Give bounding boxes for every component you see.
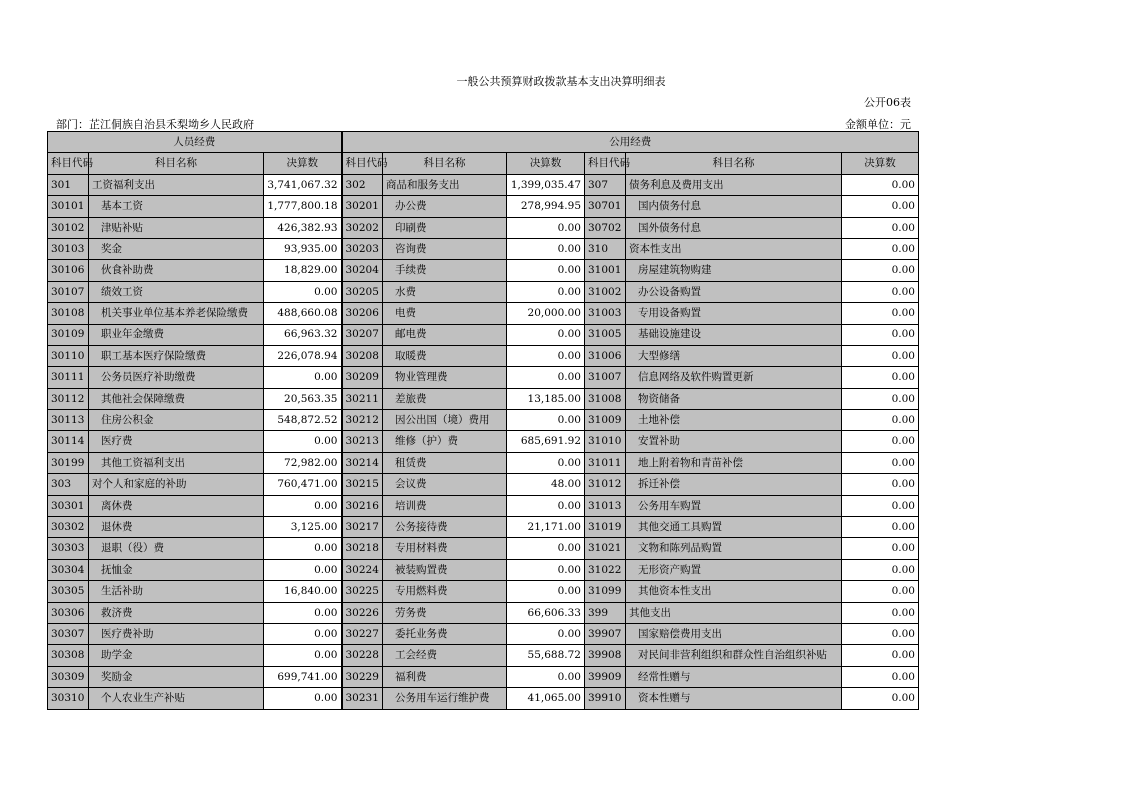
amount-cell: 0.00 bbox=[507, 495, 585, 516]
subject-code-cell: 30217 bbox=[342, 517, 383, 538]
subject-code-cell: 30203 bbox=[342, 238, 383, 259]
col-header-name: 科目名称 bbox=[626, 153, 842, 174]
subject-code-cell: 30303 bbox=[48, 538, 89, 559]
subject-code-cell: 31099 bbox=[585, 581, 626, 602]
col-header-amount: 决算数 bbox=[264, 153, 342, 174]
subject-name-cell: 基础设施建设 bbox=[626, 324, 842, 345]
subject-code-cell: 31003 bbox=[585, 303, 626, 324]
subject-name-cell: 电费 bbox=[383, 303, 507, 324]
table-row bbox=[48, 623, 919, 644]
subject-code-cell: 30214 bbox=[342, 452, 383, 473]
subject-name-cell: 物资储备 bbox=[626, 388, 842, 409]
table-row bbox=[48, 303, 919, 324]
amount-cell: 1,399,035.47 bbox=[507, 174, 585, 195]
subject-code-cell: 30101 bbox=[48, 196, 89, 217]
amount-cell: 278,994.95 bbox=[507, 196, 585, 217]
subject-code-cell: 31013 bbox=[585, 495, 626, 516]
amount-cell: 548,872.52 bbox=[264, 410, 342, 431]
subject-name-cell: 基本工资 bbox=[89, 196, 264, 217]
department-label: 部门：芷江侗族自治县禾梨坳乡人民政府 bbox=[56, 118, 254, 131]
column-header-row bbox=[48, 153, 919, 174]
amount-cell: 1,777,800.18 bbox=[264, 196, 342, 217]
subject-name-cell: 因公出国（境）费用 bbox=[383, 410, 507, 431]
subject-code-cell: 30199 bbox=[48, 452, 89, 473]
subject-name-cell: 奖金 bbox=[89, 238, 264, 259]
amount-cell: 0.00 bbox=[264, 367, 342, 388]
table-row bbox=[48, 260, 919, 281]
subject-code-cell: 31007 bbox=[585, 367, 626, 388]
amount-cell: 0.00 bbox=[842, 410, 919, 431]
group-header-row bbox=[48, 132, 919, 153]
subject-name-cell: 国外债务付息 bbox=[626, 217, 842, 238]
amount-cell: 0.00 bbox=[264, 602, 342, 623]
amount-cell: 0.00 bbox=[842, 517, 919, 538]
amount-cell: 0.00 bbox=[842, 495, 919, 516]
amount-cell: 0.00 bbox=[842, 367, 919, 388]
subject-name-cell: 退休费 bbox=[89, 517, 264, 538]
amount-cell: 3,125.00 bbox=[264, 517, 342, 538]
amount-cell: 0.00 bbox=[507, 345, 585, 366]
subject-name-cell: 生活补助 bbox=[89, 581, 264, 602]
subject-code-cell: 30110 bbox=[48, 345, 89, 366]
subject-code-cell: 30212 bbox=[342, 410, 383, 431]
expenditure-table bbox=[47, 131, 919, 710]
subject-name-cell: 经常性赠与 bbox=[626, 666, 842, 687]
subject-name-cell: 维修（护）费 bbox=[383, 431, 507, 452]
group-header-personnel: 人员经费 bbox=[48, 132, 342, 153]
subject-name-cell: 大型修缮 bbox=[626, 345, 842, 366]
table-row bbox=[48, 452, 919, 473]
amount-cell: 0.00 bbox=[842, 260, 919, 281]
amount-cell: 93,935.00 bbox=[264, 238, 342, 259]
table-row bbox=[48, 345, 919, 366]
amount-cell: 0.00 bbox=[264, 431, 342, 452]
amount-cell: 0.00 bbox=[842, 623, 919, 644]
amount-cell: 426,382.93 bbox=[264, 217, 342, 238]
subject-name-cell: 资本性支出 bbox=[626, 238, 842, 259]
amount-cell: 0.00 bbox=[264, 495, 342, 516]
subject-code-cell: 30114 bbox=[48, 431, 89, 452]
subject-name-cell: 国家赔偿费用支出 bbox=[626, 623, 842, 644]
amount-cell: 0.00 bbox=[842, 174, 919, 195]
subject-name-cell: 邮电费 bbox=[383, 324, 507, 345]
subject-name-cell: 委托业务费 bbox=[383, 623, 507, 644]
subject-code-cell: 30213 bbox=[342, 431, 383, 452]
amount-cell: 0.00 bbox=[507, 410, 585, 431]
table-row bbox=[48, 538, 919, 559]
amount-cell: 0.00 bbox=[264, 559, 342, 580]
subject-code-cell: 30204 bbox=[342, 260, 383, 281]
subject-code-cell: 30308 bbox=[48, 645, 89, 666]
amount-cell: 0.00 bbox=[842, 303, 919, 324]
amount-cell: 55,688.72 bbox=[507, 645, 585, 666]
table-row bbox=[48, 174, 919, 195]
subject-name-cell: 培训费 bbox=[383, 495, 507, 516]
subject-code-cell: 30107 bbox=[48, 281, 89, 302]
subject-name-cell: 会议费 bbox=[383, 474, 507, 495]
subject-name-cell: 奖励金 bbox=[89, 666, 264, 687]
subject-code-cell: 303 bbox=[48, 474, 89, 495]
subject-code-cell: 30109 bbox=[48, 324, 89, 345]
amount-cell: 0.00 bbox=[507, 559, 585, 580]
subject-name-cell: 公务用车购置 bbox=[626, 495, 842, 516]
table-row bbox=[48, 495, 919, 516]
amount-cell: 0.00 bbox=[264, 623, 342, 644]
subject-code-cell: 30111 bbox=[48, 367, 89, 388]
amount-cell: 0.00 bbox=[507, 538, 585, 559]
subject-code-cell: 310 bbox=[585, 238, 626, 259]
subject-name-cell: 其他资本性支出 bbox=[626, 581, 842, 602]
amount-cell: 0.00 bbox=[842, 688, 919, 709]
report-title: 一般公共预算财政拨款基本支出决算明细表 bbox=[456, 75, 666, 88]
amount-cell: 0.00 bbox=[507, 238, 585, 259]
subject-code-cell: 39907 bbox=[585, 623, 626, 644]
subject-code-cell: 30307 bbox=[48, 623, 89, 644]
table-row bbox=[48, 388, 919, 409]
subject-name-cell: 专用设备购置 bbox=[626, 303, 842, 324]
subject-code-cell: 30231 bbox=[342, 688, 383, 709]
subject-name-cell: 拆迁补偿 bbox=[626, 474, 842, 495]
amount-cell: 0.00 bbox=[842, 645, 919, 666]
amount-cell: 0.00 bbox=[842, 559, 919, 580]
subject-code-cell: 31010 bbox=[585, 431, 626, 452]
amount-cell: 760,471.00 bbox=[264, 474, 342, 495]
subject-code-cell: 30702 bbox=[585, 217, 626, 238]
amount-cell: 0.00 bbox=[264, 688, 342, 709]
subject-name-cell: 个人农业生产补贴 bbox=[89, 688, 264, 709]
subject-name-cell: 其他支出 bbox=[626, 602, 842, 623]
subject-code-cell: 307 bbox=[585, 174, 626, 195]
amount-cell: 0.00 bbox=[842, 452, 919, 473]
amount-cell: 0.00 bbox=[507, 260, 585, 281]
subject-name-cell: 房屋建筑物购建 bbox=[626, 260, 842, 281]
subject-code-cell: 301 bbox=[48, 174, 89, 195]
subject-name-cell: 地上附着物和青苗补偿 bbox=[626, 452, 842, 473]
col-header-amount: 决算数 bbox=[842, 153, 919, 174]
group-header-public: 公用经费 bbox=[342, 132, 919, 153]
amount-cell: 0.00 bbox=[842, 238, 919, 259]
subject-code-cell: 30305 bbox=[48, 581, 89, 602]
amount-cell: 18,829.00 bbox=[264, 260, 342, 281]
col-header-amount: 决算数 bbox=[507, 153, 585, 174]
subject-code-cell: 30227 bbox=[342, 623, 383, 644]
subject-name-cell: 公务用车运行维护费 bbox=[383, 688, 507, 709]
col-header-code: 科目代码 bbox=[48, 153, 89, 174]
subject-code-cell: 30211 bbox=[342, 388, 383, 409]
amount-cell: 0.00 bbox=[842, 474, 919, 495]
subject-code-cell: 31005 bbox=[585, 324, 626, 345]
subject-code-cell: 30306 bbox=[48, 602, 89, 623]
subject-name-cell: 其他交通工具购置 bbox=[626, 517, 842, 538]
subject-code-cell: 30205 bbox=[342, 281, 383, 302]
subject-name-cell: 物业管理费 bbox=[383, 367, 507, 388]
table-row bbox=[48, 517, 919, 538]
amount-cell: 0.00 bbox=[842, 345, 919, 366]
table-row bbox=[48, 196, 919, 217]
subject-code-cell: 31019 bbox=[585, 517, 626, 538]
subject-name-cell: 公务员医疗补助缴费 bbox=[89, 367, 264, 388]
subject-code-cell: 399 bbox=[585, 602, 626, 623]
subject-code-cell: 30304 bbox=[48, 559, 89, 580]
amount-cell: 0.00 bbox=[842, 196, 919, 217]
amount-unit-label: 金额单位：元 bbox=[845, 118, 911, 131]
subject-code-cell: 30701 bbox=[585, 196, 626, 217]
table-row bbox=[48, 559, 919, 580]
form-number: 公开06表 bbox=[864, 96, 911, 109]
subject-code-cell: 39910 bbox=[585, 688, 626, 709]
subject-name-cell: 咨询费 bbox=[383, 238, 507, 259]
col-header-name: 科目名称 bbox=[383, 153, 507, 174]
subject-name-cell: 职工基本医疗保险缴费 bbox=[89, 345, 264, 366]
amount-cell: 0.00 bbox=[264, 538, 342, 559]
table-row bbox=[48, 324, 919, 345]
amount-cell: 0.00 bbox=[507, 217, 585, 238]
subject-code-cell: 30206 bbox=[342, 303, 383, 324]
subject-code-cell: 31008 bbox=[585, 388, 626, 409]
amount-cell: 21,171.00 bbox=[507, 517, 585, 538]
amount-cell: 0.00 bbox=[842, 217, 919, 238]
subject-name-cell: 无形资产购置 bbox=[626, 559, 842, 580]
subject-name-cell: 信息网络及软件购置更新 bbox=[626, 367, 842, 388]
subject-code-cell: 30218 bbox=[342, 538, 383, 559]
subject-code-cell: 30207 bbox=[342, 324, 383, 345]
subject-name-cell: 印刷费 bbox=[383, 217, 507, 238]
subject-name-cell: 住房公积金 bbox=[89, 410, 264, 431]
amount-cell: 0.00 bbox=[842, 281, 919, 302]
subject-name-cell: 津贴补贴 bbox=[89, 217, 264, 238]
amount-cell: 0.00 bbox=[264, 645, 342, 666]
subject-code-cell: 39908 bbox=[585, 645, 626, 666]
amount-cell: 0.00 bbox=[842, 324, 919, 345]
subject-name-cell: 绩效工资 bbox=[89, 281, 264, 302]
subject-name-cell: 专用材料费 bbox=[383, 538, 507, 559]
amount-cell: 0.00 bbox=[507, 452, 585, 473]
table-row bbox=[48, 410, 919, 431]
subject-code-cell: 30103 bbox=[48, 238, 89, 259]
table-row bbox=[48, 238, 919, 259]
subject-name-cell: 机关事业单位基本养老保险缴费 bbox=[89, 303, 264, 324]
subject-code-cell: 31011 bbox=[585, 452, 626, 473]
subject-name-cell: 对民间非营利组织和群众性自治组织补贴 bbox=[626, 645, 842, 666]
subject-name-cell: 办公设备购置 bbox=[626, 281, 842, 302]
subject-name-cell: 医疗费补助 bbox=[89, 623, 264, 644]
subject-name-cell: 劳务费 bbox=[383, 602, 507, 623]
subject-code-cell: 30209 bbox=[342, 367, 383, 388]
subject-name-cell: 离休费 bbox=[89, 495, 264, 516]
amount-cell: 3,741,067.32 bbox=[264, 174, 342, 195]
subject-code-cell: 39909 bbox=[585, 666, 626, 687]
amount-cell: 0.00 bbox=[842, 602, 919, 623]
subject-code-cell: 30310 bbox=[48, 688, 89, 709]
subject-name-cell: 债务利息及费用支出 bbox=[626, 174, 842, 195]
subject-code-cell: 30201 bbox=[342, 196, 383, 217]
subject-name-cell: 对个人和家庭的补助 bbox=[89, 474, 264, 495]
table-row bbox=[48, 281, 919, 302]
amount-cell: 41,065.00 bbox=[507, 688, 585, 709]
table-row bbox=[48, 431, 919, 452]
subject-name-cell: 资本性赠与 bbox=[626, 688, 842, 709]
subject-name-cell: 医疗费 bbox=[89, 431, 264, 452]
table-row bbox=[48, 602, 919, 623]
amount-cell: 48.00 bbox=[507, 474, 585, 495]
amount-cell: 0.00 bbox=[842, 581, 919, 602]
amount-cell: 0.00 bbox=[507, 623, 585, 644]
amount-cell: 0.00 bbox=[507, 581, 585, 602]
table-row bbox=[48, 666, 919, 687]
col-header-code: 科目代码 bbox=[585, 153, 626, 174]
subject-name-cell: 伙食补助费 bbox=[89, 260, 264, 281]
amount-cell: 13,185.00 bbox=[507, 388, 585, 409]
amount-cell: 72,982.00 bbox=[264, 452, 342, 473]
subject-name-cell: 助学金 bbox=[89, 645, 264, 666]
subject-name-cell: 公务接待费 bbox=[383, 517, 507, 538]
subject-name-cell: 其他工资福利支出 bbox=[89, 452, 264, 473]
subject-name-cell: 被装购置费 bbox=[383, 559, 507, 580]
amount-cell: 0.00 bbox=[842, 538, 919, 559]
amount-cell: 0.00 bbox=[507, 281, 585, 302]
subject-code-cell: 30229 bbox=[342, 666, 383, 687]
subject-name-cell: 文物和陈列品购置 bbox=[626, 538, 842, 559]
subject-code-cell: 31012 bbox=[585, 474, 626, 495]
amount-cell: 0.00 bbox=[842, 388, 919, 409]
subject-code-cell: 302 bbox=[342, 174, 383, 195]
amount-cell: 699,741.00 bbox=[264, 666, 342, 687]
table-row bbox=[48, 645, 919, 666]
table-row bbox=[48, 474, 919, 495]
subject-code-cell: 31002 bbox=[585, 281, 626, 302]
subject-code-cell: 30102 bbox=[48, 217, 89, 238]
amount-cell: 66,606.33 bbox=[507, 602, 585, 623]
amount-cell: 66,963.32 bbox=[264, 324, 342, 345]
amount-cell: 226,078.94 bbox=[264, 345, 342, 366]
amount-cell: 0.00 bbox=[507, 666, 585, 687]
subject-code-cell: 30208 bbox=[342, 345, 383, 366]
subject-code-cell: 30113 bbox=[48, 410, 89, 431]
subject-code-cell: 30225 bbox=[342, 581, 383, 602]
subject-code-cell: 30224 bbox=[342, 559, 383, 580]
table-row bbox=[48, 217, 919, 238]
subject-name-cell: 安置补助 bbox=[626, 431, 842, 452]
subject-name-cell: 差旅费 bbox=[383, 388, 507, 409]
subject-code-cell: 30302 bbox=[48, 517, 89, 538]
table-row bbox=[48, 367, 919, 388]
table-row bbox=[48, 581, 919, 602]
amount-cell: 488,660.08 bbox=[264, 303, 342, 324]
subject-name-cell: 手续费 bbox=[383, 260, 507, 281]
subject-name-cell: 工资福利支出 bbox=[89, 174, 264, 195]
amount-cell: 20,000.00 bbox=[507, 303, 585, 324]
subject-code-cell: 30106 bbox=[48, 260, 89, 281]
subject-name-cell: 其他社会保障缴费 bbox=[89, 388, 264, 409]
subject-name-cell: 商品和服务支出 bbox=[383, 174, 507, 195]
subject-name-cell: 办公费 bbox=[383, 196, 507, 217]
subject-name-cell: 抚恤金 bbox=[89, 559, 264, 580]
col-header-code: 科目代码 bbox=[342, 153, 383, 174]
amount-cell: 685,691.92 bbox=[507, 431, 585, 452]
table-row bbox=[48, 688, 919, 709]
subject-name-cell: 土地补偿 bbox=[626, 410, 842, 431]
subject-code-cell: 31022 bbox=[585, 559, 626, 580]
subject-name-cell: 职业年金缴费 bbox=[89, 324, 264, 345]
subject-code-cell: 30108 bbox=[48, 303, 89, 324]
subject-code-cell: 30112 bbox=[48, 388, 89, 409]
subject-code-cell: 31021 bbox=[585, 538, 626, 559]
subject-code-cell: 31009 bbox=[585, 410, 626, 431]
subject-name-cell: 工会经费 bbox=[383, 645, 507, 666]
subject-name-cell: 租赁费 bbox=[383, 452, 507, 473]
col-header-name: 科目名称 bbox=[89, 153, 264, 174]
subject-code-cell: 30215 bbox=[342, 474, 383, 495]
amount-cell: 20,563.35 bbox=[264, 388, 342, 409]
subject-code-cell: 31006 bbox=[585, 345, 626, 366]
subject-name-cell: 国内债务付息 bbox=[626, 196, 842, 217]
subject-name-cell: 退职（役）费 bbox=[89, 538, 264, 559]
subject-code-cell: 30226 bbox=[342, 602, 383, 623]
subject-code-cell: 30202 bbox=[342, 217, 383, 238]
subject-name-cell: 水费 bbox=[383, 281, 507, 302]
amount-cell: 0.00 bbox=[507, 324, 585, 345]
amount-cell: 0.00 bbox=[264, 281, 342, 302]
amount-cell: 0.00 bbox=[842, 666, 919, 687]
subject-name-cell: 取暖费 bbox=[383, 345, 507, 366]
amount-cell: 0.00 bbox=[842, 431, 919, 452]
subject-code-cell: 30301 bbox=[48, 495, 89, 516]
subject-name-cell: 救济费 bbox=[89, 602, 264, 623]
subject-name-cell: 专用燃料费 bbox=[383, 581, 507, 602]
subject-code-cell: 30216 bbox=[342, 495, 383, 516]
amount-cell: 16,840.00 bbox=[264, 581, 342, 602]
amount-cell: 0.00 bbox=[507, 367, 585, 388]
subject-code-cell: 31001 bbox=[585, 260, 626, 281]
subject-code-cell: 30309 bbox=[48, 666, 89, 687]
subject-name-cell: 福利费 bbox=[383, 666, 507, 687]
subject-code-cell: 30228 bbox=[342, 645, 383, 666]
